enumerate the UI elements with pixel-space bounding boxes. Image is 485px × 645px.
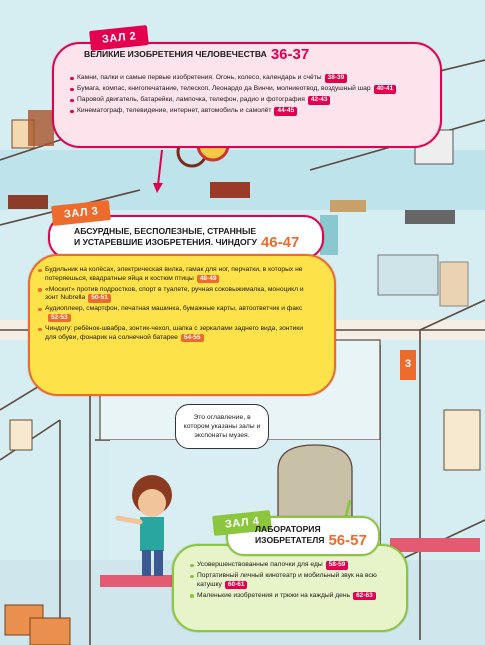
list-item[interactable] xyxy=(38,325,308,342)
list-item-text: Паровой двигатель, батарейки, лампочка, телефон, радио и фотография xyxy=(77,96,305,104)
hall-4-tag: ЗАЛ 4 xyxy=(212,510,272,536)
list-item[interactable] xyxy=(190,572,395,589)
list-item-text: «Москит» против подростков, спорт в туалете, ручная соковыжималка, моноцикл и зонт Nubrella xyxy=(45,285,304,302)
page-badge[interactable]: 62-63 xyxy=(353,592,376,601)
list-item-text: Будильник на колёсах, электрическая вилка, гамак для ног, перчатки, в которых не потеряешься, квадратные яйца и костюм птицы xyxy=(45,266,303,282)
list-item[interactable] xyxy=(190,561,395,570)
list-item[interactable] xyxy=(38,266,308,283)
hall-3-tag: ЗАЛ 3 xyxy=(51,200,111,226)
page-badge[interactable]: 42-43 xyxy=(308,96,331,105)
hall-4-list xyxy=(190,561,395,603)
speech-bubble: Это оглавление, в котором указаны залы и экспонаты музея. xyxy=(175,404,269,449)
hall-3-list xyxy=(38,266,308,345)
list-item[interactable] xyxy=(70,107,430,116)
hall-2-list xyxy=(70,74,430,118)
page-badge[interactable]: 58-59 xyxy=(326,561,349,570)
list-item[interactable] xyxy=(70,85,430,94)
page-badge[interactable]: 38-39 xyxy=(325,74,348,83)
page-badge[interactable]: 40-41 xyxy=(374,85,397,94)
list-item[interactable] xyxy=(38,305,308,322)
list-item[interactable] xyxy=(38,286,308,303)
page-badge[interactable]: 48-49 xyxy=(197,275,220,284)
page-badge[interactable]: 44-45 xyxy=(274,107,297,116)
wall-number: 3 xyxy=(405,358,412,370)
list-item[interactable] xyxy=(190,592,395,601)
hall-3-title[interactable]: АБСУРДНЫЕ, БЕСПОЛЕЗНЫЕ, СТРАННЫЕ И УСТАРЕВШИЕ ИЗОБРЕТЕНИЯ. ЧИНДОГУ 46-47 xyxy=(74,226,300,251)
page-badge[interactable]: 54-55 xyxy=(181,334,204,343)
list-item-text: Усовершенствованные палочки для еды xyxy=(197,561,323,568)
hall-2-tag: ЗАЛ 2 xyxy=(89,25,149,51)
list-item-text: Чиндогу: ребёнок-швабра, зонтик-чехол, шапка с зеркалами заднего вида, зонтики для обуви, фонарик на солнечной батарее xyxy=(45,325,303,341)
list-item-text: Кинематограф, телевидение, интернет, автомобиль и самолёт xyxy=(77,107,272,115)
list-item[interactable] xyxy=(70,96,430,105)
list-item-text: Камни, палки и самые первые изобретения. Огонь, колесо, календарь и счёты xyxy=(77,74,322,81)
page-badge[interactable]: 60-61 xyxy=(225,581,248,590)
list-item-text: Аудиоплеер, смартфон, печатная машинка, бумажные карты, автоответчик и факс xyxy=(45,305,303,313)
page-badge[interactable]: 52-53 xyxy=(48,314,71,323)
list-item-text: Бумага, компас, книгопечатание, телескоп, Леонардо да Винчи, молниеотвод, воздушный шар xyxy=(77,85,371,93)
hall-2-title[interactable]: ВЕЛИКИЕ ИЗОБРЕТЕНИЯ ЧЕЛОВЕЧЕСТВА 36-37 xyxy=(84,46,310,63)
list-item[interactable] xyxy=(70,74,430,83)
list-item-text: Портативный личный кинотеатр и мобильный звук на всю катушку xyxy=(197,572,377,588)
list-item-text: Маленькие изобретения и трюки на каждый день xyxy=(197,591,351,599)
page-badge[interactable]: 50-51 xyxy=(88,294,111,303)
hall-4-title[interactable]: ЛАБОРАТОРИЯ ИЗОБРЕТАТЕЛЯ 56-57 xyxy=(255,524,367,549)
